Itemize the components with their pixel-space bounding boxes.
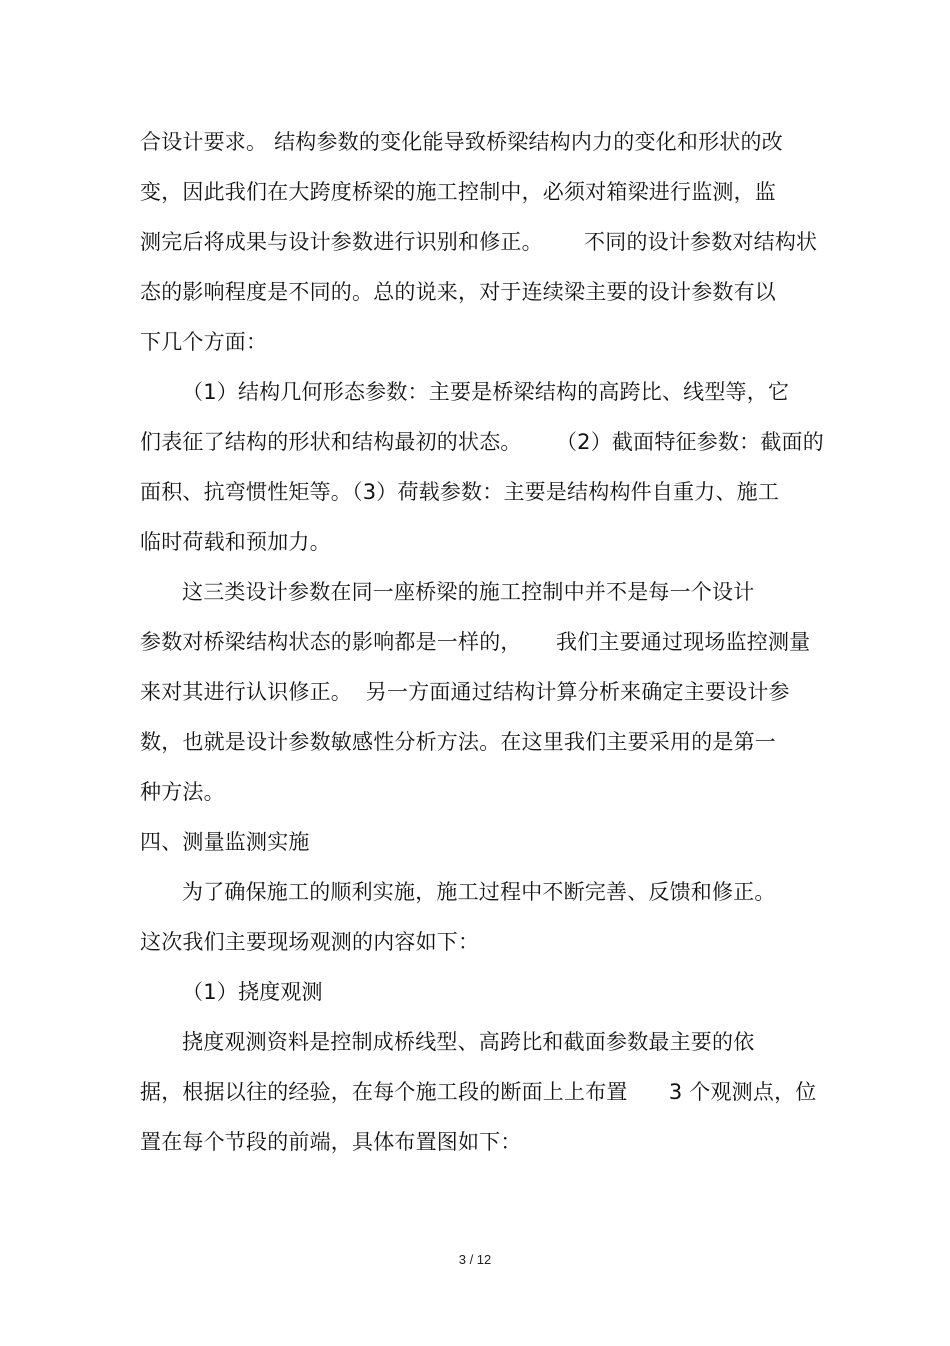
text-line: 这次我们主要现场观测的内容如下： (140, 930, 480, 954)
section-heading: 四、测量监测实施 (140, 830, 310, 854)
text-line: 面积、抗弯惯性矩等。（3）荷载参数：主要是结构构件自重力、施工 (140, 480, 780, 504)
text-line: 态的影响程度是不同的。总的说来，对于连续梁主要的设计参数有以 (140, 280, 776, 304)
text-line: 据，根据以往的经验，在每个施工段的断面上上布置 3 个观测点，位 (140, 1080, 817, 1104)
text-line: 们表征了结构的形状和结构最初的状态。 （2）截面特征参数：截面的 (140, 430, 824, 454)
text-line: 参数对桥梁结构状态的影响都是一样的， 我们主要通过现场监控测量 (140, 630, 811, 654)
text-line: 测完后将成果与设计参数进行识别和修正。 不同的设计参数对结构状 (140, 230, 818, 254)
text-line: 数，也就是设计参数敏感性分析方法。在这里我们主要采用的是第一 (140, 730, 776, 754)
text-line: 变，因此我们在大跨度桥梁的施工控制中，必须对箱梁进行监测，监 (140, 180, 776, 204)
text-line: 种方法。 (140, 780, 225, 804)
text-line: 来对其进行认识修正。 另一方面通过结构计算分析来确定主要设计参 (140, 680, 790, 704)
text-line: 置在每个节段的前端，具体布置图如下： (140, 1130, 522, 1154)
text-line: 挠度观测资料是控制成桥线型、高跨比和截面参数最主要的依 (182, 1030, 755, 1054)
text-line: 这三类设计参数在同一座桥梁的施工控制中并不是每一个设计 (182, 580, 755, 604)
page-number: 3 / 12 (458, 1252, 492, 1267)
text-line: 临时荷载和预加力。 (140, 530, 331, 554)
text-line: 下几个方面： (140, 330, 268, 354)
text-line: 合设计要求。 结构参数的变化能导致桥梁结构内力的变化和形状的改 (140, 130, 783, 154)
text-line: （1）结构几何形态参数：主要是桥梁结构的高跨比、线型等，它 (182, 380, 790, 404)
text-line: 为了确保施工的顺利实施，施工过程中不断完善、反馈和修正。 (182, 880, 776, 904)
subsection-heading: （1）挠度观测 (182, 980, 323, 1004)
